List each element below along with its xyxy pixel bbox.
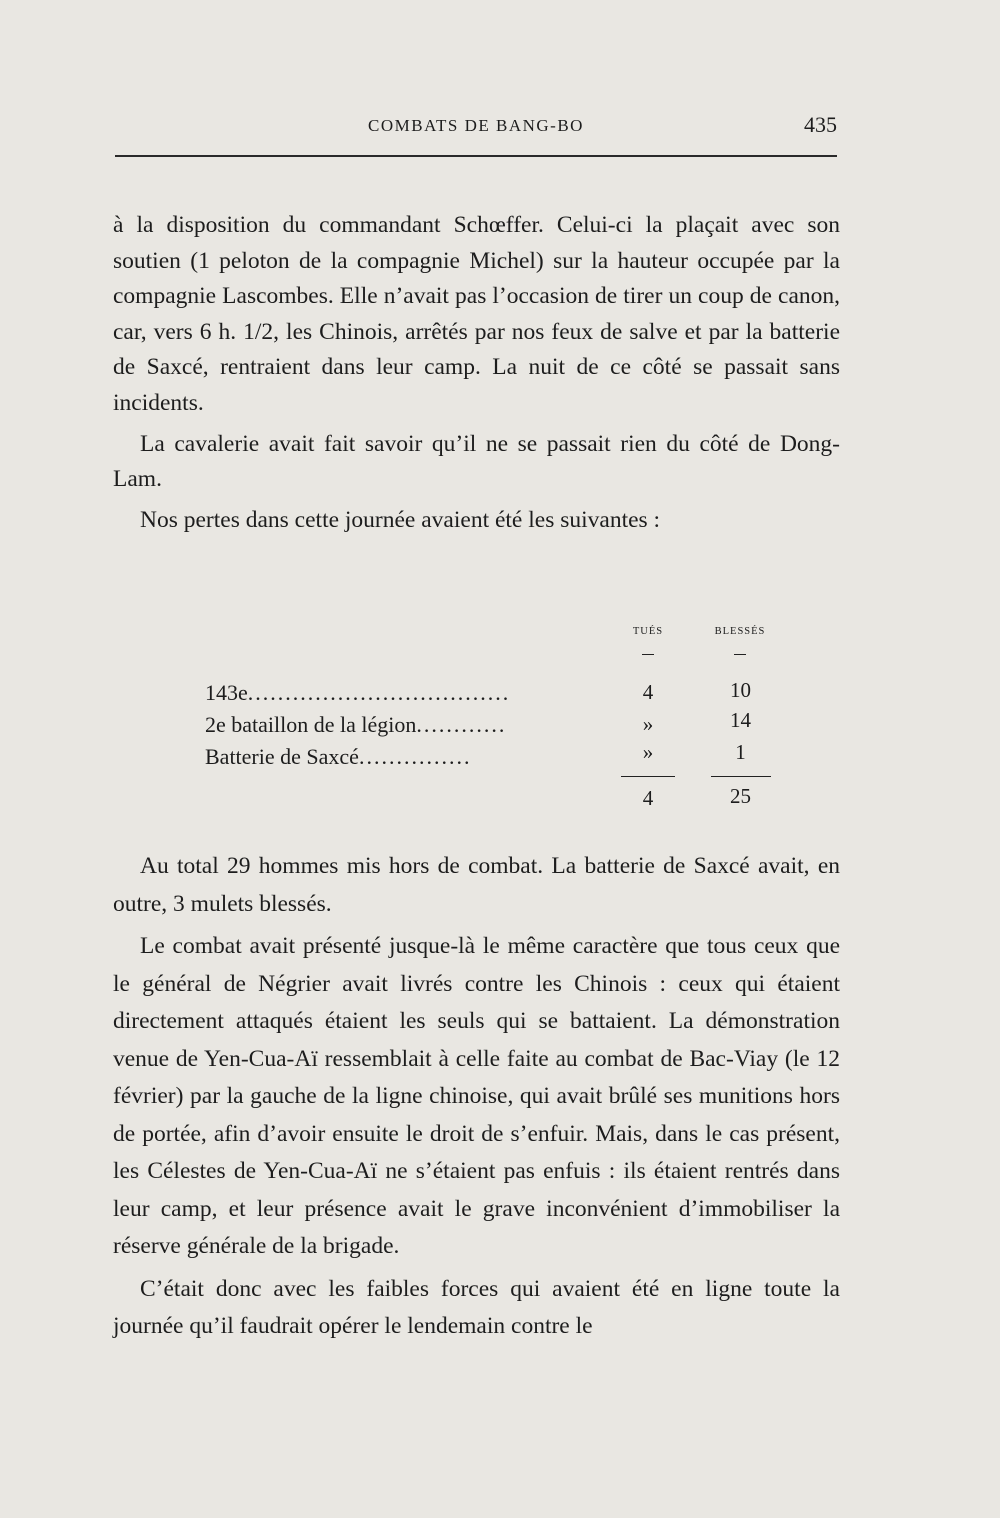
header-dash — [734, 654, 746, 655]
total-blesses: 25 — [730, 784, 751, 808]
paragraph: La cavalerie avait fait savoir qu’il ne se passait rien du côté de Dong-Lam. — [113, 430, 840, 493]
paragraph: Nos pertes dans cette journée avaient été les suivantes : — [140, 506, 661, 533]
table-row-label: Batterie de Saxcé............... — [205, 744, 472, 769]
table-cell-tues: » — [642, 712, 654, 736]
paragraph: à la disposition du commandant Schœffer. Celui-ci la plaçait avec son soutien (1 peloton de la compagnie Michel) sur la hauteur occupée par la compagnie Lascombes. Elle n’avait pas l’occasion de tirer un coup de canon, car, vers 6 h. 1/2, les Chinois, arrêtés par nos feux de salve et par la batterie de Saxcé, rentraient dans leur camp. La nuit de ce côté se passait sans incidents. — [113, 212, 840, 416]
header-rule — [115, 155, 837, 157]
running-title: COMBATS DE BANG-BO — [368, 116, 584, 135]
header-dash — [642, 654, 654, 655]
table-cell-blesses: 10 — [730, 678, 751, 702]
page-header — [115, 112, 837, 142]
total-rule — [711, 776, 771, 777]
table-cell-blesses: 1 — [735, 740, 746, 764]
column-header-tues: TUÉS — [632, 626, 664, 637]
table-row-label: 2e bataillon de la légion............ — [205, 712, 507, 737]
table-row-label: 143e................................... — [205, 680, 511, 705]
column-header-blesses: BLESSÉS — [714, 626, 766, 637]
paragraph: C’était donc avec les faibles forces qui avaient été en ligne toute la journée qu’il faudrait opérer le lendemain contre le — [113, 1275, 840, 1339]
total-rule — [621, 776, 675, 777]
body-text-bottom — [113, 848, 840, 1346]
table-cell-tues: » — [642, 740, 654, 764]
total-tues: 4 — [642, 786, 654, 810]
body-text-top — [113, 208, 840, 538]
table-cell-blesses: 14 — [730, 708, 751, 732]
table-cell-tues: 4 — [642, 680, 654, 704]
page-number: 435 — [804, 112, 837, 137]
losses-table — [113, 620, 840, 820]
paragraph: Au total 29 hommes mis hors de combat. La batterie de Saxcé avait, en outre, 3 mulets blessés. — [113, 853, 840, 917]
paragraph: Le combat avait présenté jusque-là le même caractère que tous ceux que le général de Négrier avait livrés contre les Chinois : ceux qui étaient directement attaqués étaient les seuls qui se battaient. La démonstration venue de Yen-Cua-Aï ressemblait à celle faite au combat de Bac-Viay (le 12 février) par la gauche de la ligne chinoise, qui avait brûlé ses munitions hors de portée, afin d’avoir ensuite le droit de s’enfuir. Mais, dans le cas présent, les Célestes de Yen-Cua-Aï ne s’étaient pas enfuis : ils étaient rentrés dans leur camp, et leur présence avait le grave inconvénient d’immobiliser la réserve générale de la brigade. — [113, 933, 840, 1259]
